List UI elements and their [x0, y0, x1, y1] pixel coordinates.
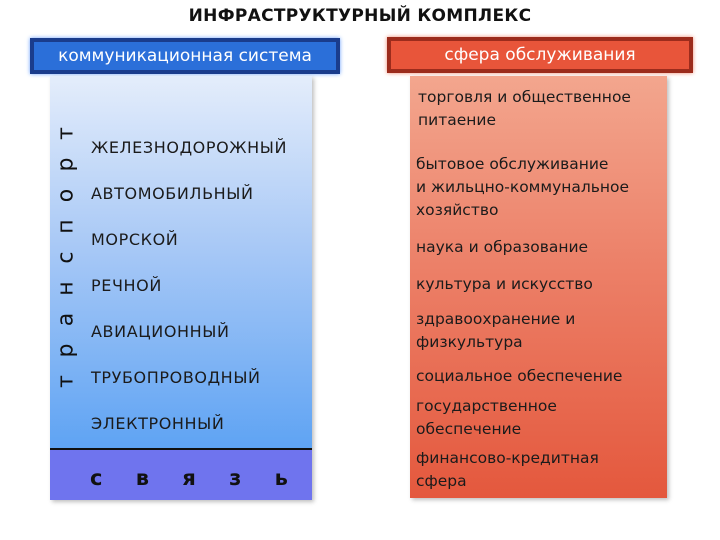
transport-letter: а [53, 312, 79, 327]
service-social: социальное обеспечение [416, 367, 623, 385]
diagram-title: ИНФРАСТРУКТУРНЫЙ КОМПЛЕКС [188, 6, 532, 26]
service-government: государственное обеспечение [416, 397, 557, 438]
transport-letter: н [53, 281, 79, 296]
communications-label: с в я з ь [90, 466, 299, 490]
transport-railway: ЖЕЛЕЗНОДОРОЖНЫЙ [91, 138, 288, 157]
transport-letter: о [53, 188, 79, 203]
service-health: здравоохранение и физкультура [416, 310, 576, 351]
service-culture: культура и искусство [416, 275, 593, 293]
transport-road: АВТОМОБИЛЬНЫЙ [91, 184, 254, 203]
transport-letter: т [53, 375, 79, 388]
service-finance: финансово-кредитная сфера [416, 449, 599, 490]
communication-column [50, 76, 312, 450]
transport-pipeline: ТРУБОПРОВОДНЫЙ [91, 368, 261, 387]
service-sphere-header: сфера обслуживания [387, 37, 693, 73]
service-trade: торговля и общественное питаение [418, 88, 631, 129]
transport-letter: п [53, 219, 79, 234]
transport-air: АВИАЦИОННЫЙ [91, 322, 230, 341]
transport-letter: т [53, 127, 79, 140]
service-science: наука и образование [416, 238, 589, 256]
transport-river: РЕЧНОЙ [91, 276, 162, 295]
transport-sea: МОРСКОЙ [91, 230, 179, 249]
transport-vertical-label [55, 118, 77, 397]
transport-electronic: ЭЛЕКТРОННЫЙ [91, 414, 225, 433]
service-household: бытовое обслуживание и жильцно-коммунальное хозяйство [416, 155, 630, 219]
communication-system-header: коммуникационная система [30, 38, 340, 74]
transport-letter: р [53, 343, 79, 358]
transport-letter: с [53, 251, 79, 264]
transport-letter: р [53, 157, 79, 172]
